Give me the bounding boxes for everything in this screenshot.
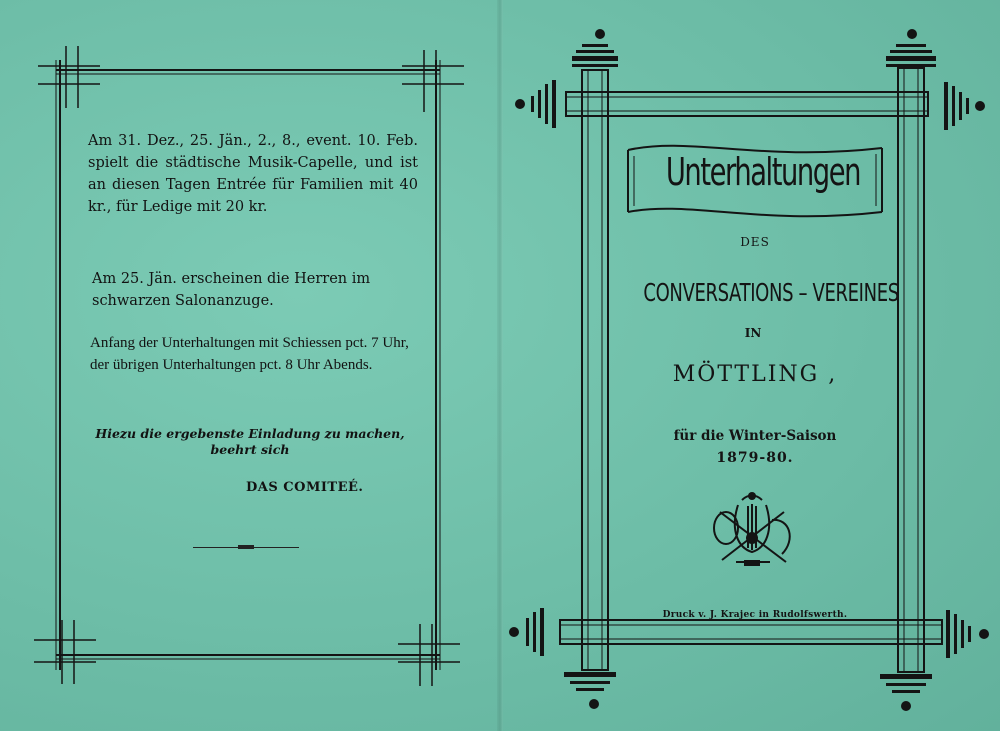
music-schedule-paragraph: Am 31. Dez., 25. Jän., 2., 8., event. 10. Feb. spielt die städtische Musik-Capelle, und ist an diesen Tagen Entrée für Familien mit 40 kr., für Ledige mit 20 kr. <box>88 133 418 215</box>
committee-signature: DAS COMITEÉ. <box>246 480 364 495</box>
season-year: 1879-80. <box>716 450 794 466</box>
printer-credit: Druck v. J. Krajec in Rudolfswerth. <box>662 610 848 620</box>
society-name: CONVERSATIONS – VEREINES <box>643 278 899 307</box>
invitation-text: Hiezu die ergebenste Einladung zu machen, beehrt sich <box>95 426 405 457</box>
des-label: DES <box>740 235 770 249</box>
start-times-paragraph: Anfang der Unterhaltungen mit Schiessen pct. 7 Uhr, der übrigen Unterhaltungen pct. 8 Uhr Abends. <box>90 335 409 373</box>
in-label: IN <box>744 326 762 340</box>
page-title: Unterhaltungen <box>665 150 861 194</box>
season-label: für die Winter-Saison <box>673 428 837 444</box>
dress-code-paragraph: Am 25. Jän. erscheinen die Herren im schwarzen Salonanzuge. <box>92 271 371 309</box>
town-name: MÖTTLING , <box>672 362 838 387</box>
